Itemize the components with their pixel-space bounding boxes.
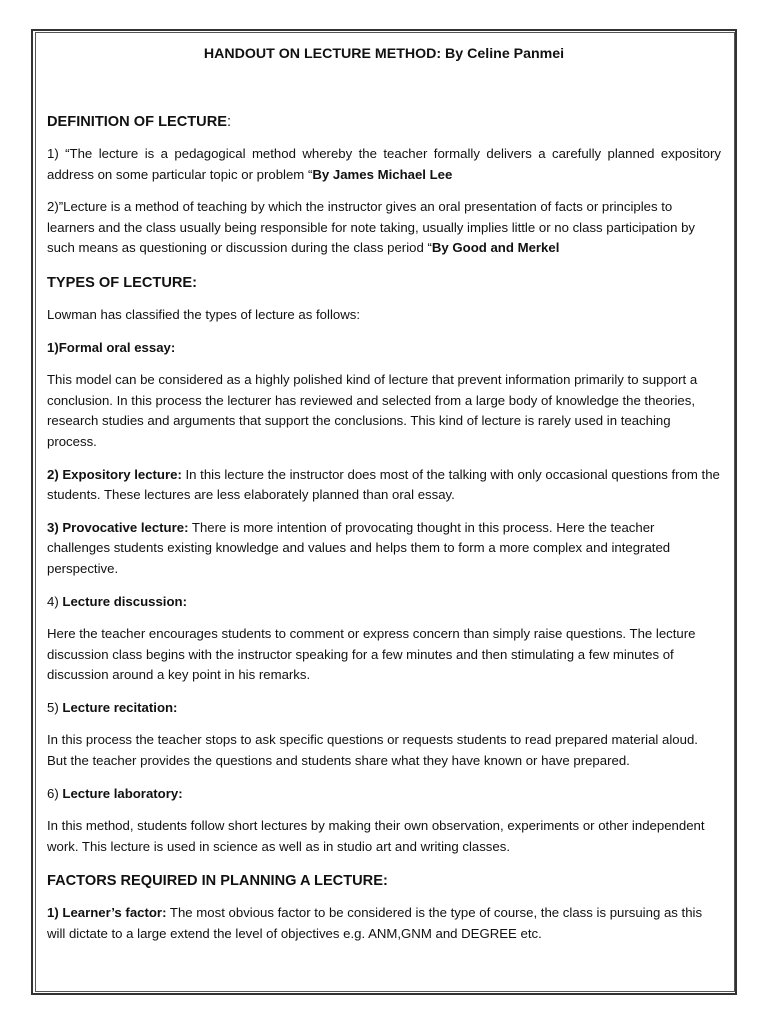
definition-heading	[47, 112, 721, 132]
types-intro: Lowman has classified the types of lecture as follows:	[47, 306, 360, 322]
expository-lecture	[47, 465, 721, 506]
expository-lecture-text: In this lecture the instructor does most of the talking with only occasional questions from the students. These lectures are less elaborately planned than oral essay.	[47, 466, 720, 503]
lecture-laboratory-heading	[47, 784, 721, 805]
definition-1-text: 1) “The lecture is a pedagogical method whereby the teacher formally delivers a carefully planned expository address on some particular topic or problem “	[47, 146, 721, 182]
expository-lecture-label: 2) Expository lecture:	[47, 466, 182, 482]
lecture-laboratory-num: 6)	[47, 785, 59, 801]
formal-oral-essay-text: This model can be considered as a highly polished kind of lecture that prevent information primarily to support a conclusion. In this process the lecturer has reviewed and selected from a large body of knowledge the theories, research studies and arguments that support the conclusions. This kind of lecture is rarely used in teaching process.	[47, 372, 698, 449]
provocative-lecture-text: There is more intention of provocating thought in this process. Here the teacher challenges students existing knowledge and values and helps them to form a more complex and integrated perspective.	[47, 519, 671, 576]
provocative-lecture	[47, 518, 721, 580]
factors-heading: FACTORS REQUIRED IN PLANNING A LECTURE:	[47, 873, 388, 890]
lecture-discussion-num: 4)	[47, 593, 59, 609]
lecture-laboratory-text: In this method, students follow short lectures by making their own observation, experiments or other independent work. This lecture is used in science as well as in studio art and writing classes.	[47, 818, 705, 854]
definition-1	[47, 144, 721, 185]
lecture-laboratory-label: Lecture laboratory:	[58, 785, 183, 801]
learner-factor-text: The most obvious factor to be considered is the type of course, the class is pursuing as this will dictate to a large extend the level of objectives e.g. ANM,GNM and DEGREE etc.	[47, 905, 703, 942]
lecture-recitation-num: 5)	[47, 699, 59, 715]
definition-2-text: 2)”Lecture is a method of teaching by which the instructor gives an oral presentation of facts or principles to learners and the class usually being responsible for note taking, usually implies little or no class participation by such means as questioning or discussion during the class period “	[47, 199, 695, 256]
formal-oral-essay-heading: 1)Formal oral essay:	[47, 339, 176, 355]
lecture-discussion-heading	[47, 592, 721, 613]
learner-factor-label: 1) Learner’s factor:	[47, 905, 167, 921]
lecture-discussion-label: Lecture discussion:	[58, 593, 187, 609]
definition-heading-colon: :	[227, 114, 232, 130]
definition-heading-text: DEFINITION OF LECTURE	[47, 114, 227, 130]
learner-factor	[47, 903, 721, 944]
provocative-lecture-label: 3) Provocative lecture:	[47, 519, 189, 535]
document-body	[47, 44, 721, 957]
definition-2-author: By Good and Merkel	[431, 240, 560, 256]
types-heading: TYPES OF LECTURE:	[47, 274, 197, 291]
lecture-recitation-label: Lecture recitation:	[58, 699, 178, 715]
document-title: HANDOUT ON LECTURE METHOD: By Celine Panmei	[203, 46, 565, 62]
lecture-recitation-text: In this process the teacher stops to ask specific questions or requests students to read prepared material aloud. But the teacher provides the questions and students share what they have known or have prepared.	[47, 732, 698, 769]
definition-2	[47, 197, 721, 259]
lecture-recitation-heading	[47, 698, 721, 719]
definition-1-author: By James Michael Lee	[312, 166, 453, 182]
lecture-discussion-text: Here the teacher encourages students to comment or express concern than simply raise questions. The lecture discussion class begins with the instructor speaking for a few minutes and then stimulating a few minutes of discussion around a key point in his remarks.	[47, 626, 696, 683]
